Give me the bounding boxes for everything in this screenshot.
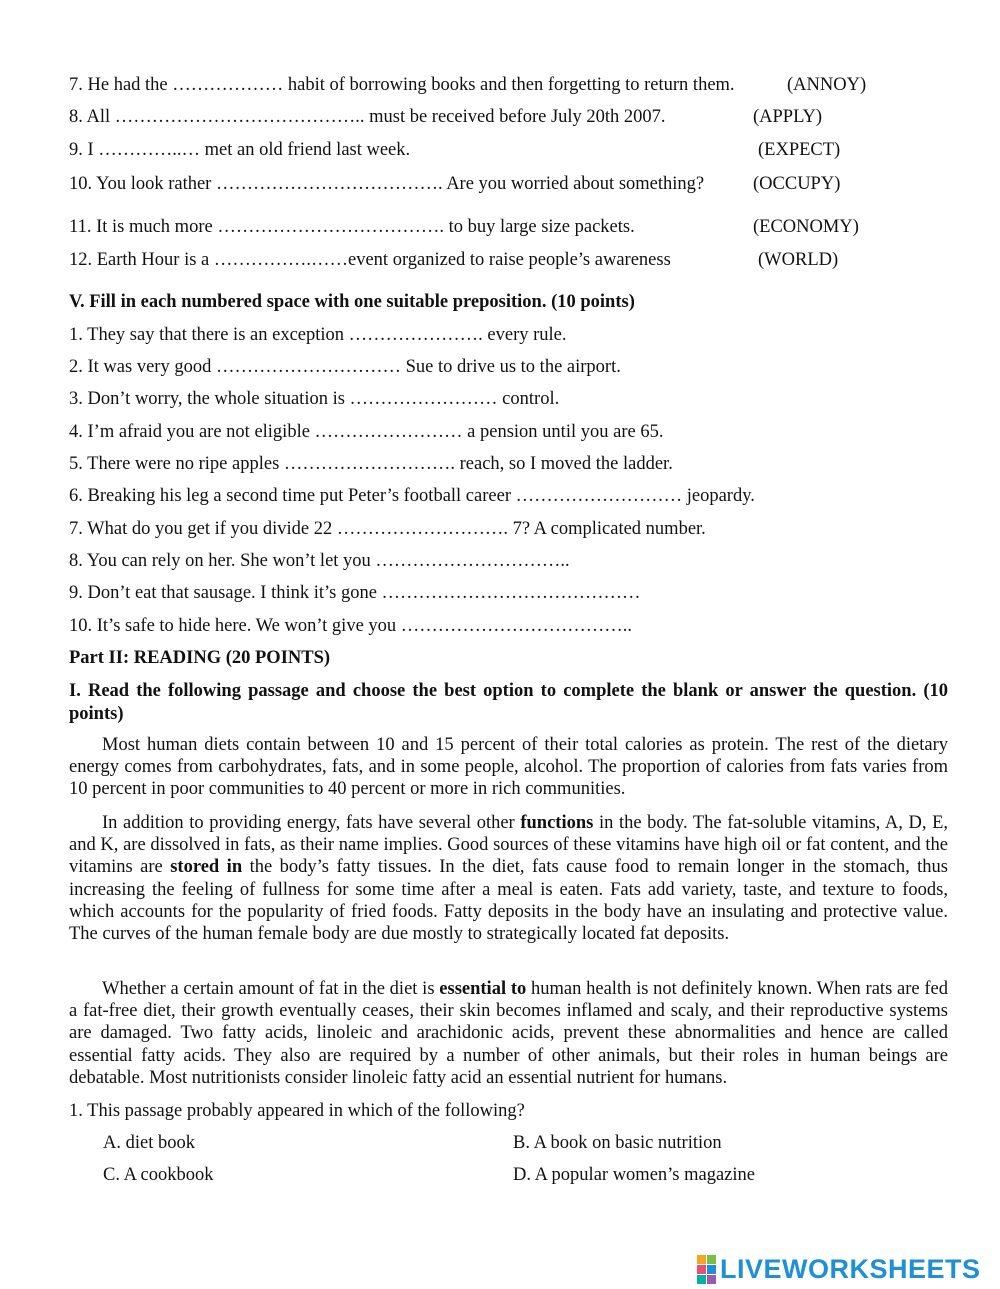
word-form-item-11 [69, 217, 889, 241]
passage-p2-text: in the body. The fat-soluble vitamins, A, D, E, and K, are dissolved in fats, as their name implies. Good sources of these vitamins have high oil or fat content, and the vitamins are [69, 813, 948, 878]
word-form-text: 8. All ………………………………….. must be received before July 20th 2007. [69, 107, 666, 127]
option-c[interactable]: C. A cookbook [103, 1165, 214, 1185]
passage-p2-text: In addition to providing energy, fats have several other [102, 813, 521, 833]
word-form-hint: (OCCUPY) [753, 174, 841, 194]
word-form-item-10 [69, 174, 889, 198]
preposition-item-8: 8. You can rely on her. She won’t let you ………………………….. [69, 551, 570, 571]
logo-block [707, 1275, 716, 1284]
logo-block [697, 1275, 706, 1284]
word-form-text: 11. It is much more ………………………………. to buy large size packets. [69, 217, 635, 237]
preposition-item-1: 1. They say that there is an exception …………………. every rule. [69, 325, 567, 345]
option-b[interactable]: B. A book on basic nutrition [513, 1133, 722, 1153]
liveworksheets-logo [697, 1254, 981, 1284]
reading-instruction: I. Read the following passage and choose the best option to complete the blank or answer the question. (10 points) [69, 681, 948, 724]
word-form-item-8 [69, 107, 889, 131]
preposition-item-4: 4. I’m afraid you are not eligible …………………… a pension until you are 65. [69, 422, 664, 442]
preposition-item-3: 3. Don’t worry, the whole situation is …………………… control. [69, 389, 560, 409]
word-form-hint: (WORLD) [758, 250, 839, 270]
logo-block [707, 1255, 716, 1264]
option-d[interactable]: D. A popular women’s magazine [513, 1165, 755, 1185]
question-1: 1. This passage probably appeared in which of the following? [69, 1101, 525, 1121]
word-form-hint: (ANNOY) [787, 75, 867, 95]
preposition-item-9: 9. Don’t eat that sausage. I think it’s gone …………………………………… [69, 583, 641, 603]
passage-p2-text: the body’s fatty tissues. In the diet, fats cause food to remain longer in the stomach, thus increasing the feeling of fullness for some time after a meal is eaten. Fats add variety, taste, and texture to foods, which accounts for the popularity of fried foods. Fatty deposits in the body have an insulating and protective value. The curves of the human female body are due mostly to strategically located fat deposits. [69, 857, 948, 945]
passage-p3-text: human health is not definitely known. When rats are fed a fat-free diet, their growth eventually ceases, their skin becomes inflamed and scaly, and their reproductive systems are damaged. Two fatty acids, linoleic and arachidonic acids, prevent these abnormalities and hence are called essential fatty acids. They also are required by a number of other animals, but their roles in human beings are debatable. Most nutritionists consider linoleic fatty acid an essential nutrient for humans. [69, 979, 948, 1088]
word-form-item-7 [69, 75, 889, 99]
part-ii-title: Part II: READING (20 POINTS) [69, 648, 331, 668]
logo-text: LIVEWORKSHEETS [720, 1253, 981, 1284]
word-form-item-12 [69, 250, 889, 274]
passage-p1-text: Most human diets contain between 10 and 15 percent of their total calories as protein. The rest of the dietary energy comes from carbohydrates, fats, and in some people, alcohol. The proportion of calories from fats varies from 10 percent in poor communities to 40 percent or more in rich communities. [69, 735, 948, 800]
word-form-text: 12. Earth Hour is a …………….……event organized to raise people’s awareness [69, 250, 671, 270]
word-form-item-9 [69, 140, 889, 164]
word-form-hint: (APPLY) [753, 107, 823, 127]
preposition-item-10: 10. It’s safe to hide here. We won’t give you ……………………………….. [69, 616, 633, 636]
passage-paragraph-2 [69, 812, 948, 945]
keyword-essential-to: essential to [439, 979, 527, 999]
preposition-item-7: 7. What do you get if you divide 22 ………………………. 7? A complicated number. [69, 519, 706, 539]
option-a[interactable]: A. diet book [103, 1133, 195, 1153]
word-form-text: 10. You look rather ………………………………. Are you worried about something? [69, 174, 705, 194]
section-v-heading: V. Fill in each numbered space with one suitable preposition. (10 points) [69, 292, 635, 312]
preposition-item-5: 5. There were no ripe apples ………………………. reach, so I moved the ladder. [69, 454, 673, 474]
word-form-text: 7. He had the ……………… habit of borrowing books and then forgetting to return them. [69, 75, 735, 95]
keyword-functions: functions [520, 813, 594, 833]
passage-paragraph-1 [69, 734, 948, 801]
logo-block [697, 1255, 706, 1264]
keyword-stored-in: stored in [170, 857, 243, 878]
logo-block [707, 1265, 716, 1274]
logo-block [697, 1265, 706, 1274]
preposition-item-6: 6. Breaking his leg a second time put Peter’s football career ……………………… jeopardy. [69, 486, 755, 506]
logo-blocks-icon [697, 1255, 716, 1284]
word-form-text: 9. I …………..… met an old friend last week. [69, 140, 411, 160]
word-form-hint: (EXPECT) [758, 140, 841, 160]
preposition-item-2: 2. It was very good ………………………… Sue to drive us to the airport. [69, 357, 621, 377]
passage-paragraph-3 [69, 978, 948, 1089]
passage-p3-text: Whether a certain amount of fat in the diet is [102, 979, 440, 999]
word-form-hint: (ECONOMY) [753, 217, 859, 237]
